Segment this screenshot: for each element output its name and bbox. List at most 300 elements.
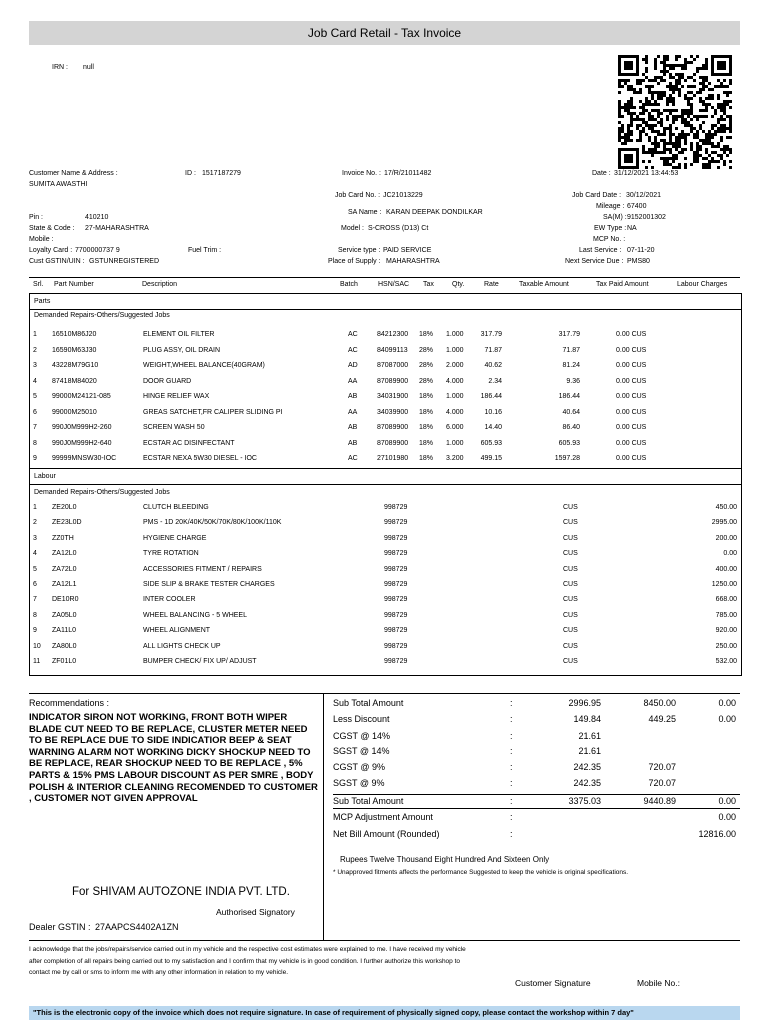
cell-taxable: 605.93 bbox=[558, 439, 580, 447]
cell-batch: AC bbox=[348, 346, 358, 354]
cell-tax: 18% bbox=[419, 439, 434, 447]
cell-srl: 8 bbox=[33, 611, 37, 619]
cell-tax: 18% bbox=[419, 455, 434, 462]
cell-labour: 785.00 bbox=[715, 611, 737, 619]
acknowledgement-text: I acknowledge that the jobs/repairs/service carried out in my vehicle and the respective cost estimates were explained to me. I have received my vehicle after completion of all repairs being carried out to my satisfaction and I confirm that my vehicle is in good condition. I further authorize this workshop to contact me by call or sms to inform me with any other information in relation to my vehicle. bbox=[29, 946, 466, 976]
cell-desc: ECSTAR AC DISINFECTANT bbox=[143, 439, 235, 447]
table-row bbox=[30, 451, 741, 466]
summary-colon: : bbox=[510, 698, 513, 708]
summary-label: CGST @ 14% bbox=[333, 731, 390, 741]
cell-qty: 1.000 bbox=[446, 393, 464, 400]
cell-labour: 250.00 bbox=[715, 642, 737, 650]
cell-part: 99000M24121-085 bbox=[52, 393, 111, 400]
header-top-rule bbox=[29, 277, 740, 278]
customer-name-label: Customer Name & Address : bbox=[29, 170, 118, 177]
cell-part: ZA12L1 bbox=[52, 581, 77, 588]
cell-srl: 3 bbox=[33, 362, 37, 369]
summary-c1: 21.61 bbox=[578, 731, 601, 741]
summary-colon: : bbox=[510, 829, 513, 839]
summary-c1: 149.84 bbox=[573, 714, 601, 724]
cell-taxable: 1597.28 bbox=[554, 455, 580, 462]
cell-batch: AD bbox=[348, 362, 358, 369]
cell-part: ZA72L0 bbox=[52, 565, 77, 573]
date-label: Date : bbox=[592, 170, 611, 177]
cell-taxpaid: CUS bbox=[563, 627, 578, 635]
cell-labour: 532.00 bbox=[715, 658, 737, 665]
cell-qty: 3.200 bbox=[446, 455, 464, 462]
cell-taxpaid: 0.00 CUS bbox=[616, 377, 647, 385]
cell-srl: 3 bbox=[33, 534, 37, 542]
cell-taxpaid: CUS bbox=[563, 596, 578, 604]
cell-qty: 2.000 bbox=[446, 362, 464, 369]
cell-hsn: 998729 bbox=[384, 519, 408, 527]
col-batch: Batch bbox=[340, 281, 358, 288]
labour-section-label: Labour bbox=[30, 469, 741, 485]
cell-desc: ELEMENT OIL FILTER bbox=[143, 331, 215, 338]
cell-tax: 28% bbox=[419, 377, 434, 385]
cell-labour: 668.00 bbox=[715, 596, 737, 604]
cell-taxpaid: 0.00 CUS bbox=[616, 408, 647, 416]
cell-tax: 18% bbox=[419, 331, 434, 338]
mobile-label: Mobile : bbox=[29, 236, 54, 243]
summary-c2: 8450.00 bbox=[643, 698, 676, 708]
items-table bbox=[29, 293, 742, 676]
cell-qty: 6.000 bbox=[446, 424, 464, 431]
cell-srl: 5 bbox=[33, 393, 37, 400]
cell-taxable: 40.64 bbox=[562, 408, 580, 416]
amount-in-words: Rupees Twelve Thousand Eight Hundred And Sixteen Only bbox=[340, 855, 550, 864]
table-row bbox=[30, 374, 741, 389]
cell-srl: 1 bbox=[33, 331, 37, 338]
summary-label: Net Bill Amount (Rounded) bbox=[333, 829, 440, 839]
summary-c3: 0.00 bbox=[718, 714, 736, 724]
cell-taxpaid: 0.00 CUS bbox=[616, 439, 647, 447]
summary-row bbox=[333, 778, 740, 790]
table-row bbox=[30, 577, 741, 592]
cell-taxable: 86.40 bbox=[562, 424, 580, 431]
cell-taxpaid: CUS bbox=[563, 504, 578, 511]
summary-colon: : bbox=[510, 796, 513, 806]
cell-desc: TYRE ROTATION bbox=[143, 550, 199, 558]
labour-demand-label: Demanded Repairs-Others/Suggested Jobs bbox=[34, 489, 170, 496]
table-row bbox=[30, 405, 741, 420]
cell-labour: 2995.00 bbox=[711, 519, 737, 527]
col-tax: Tax bbox=[423, 281, 434, 288]
cell-part: ZE23L0D bbox=[52, 519, 82, 527]
cell-batch: AB bbox=[348, 439, 358, 447]
cell-desc: WHEEL ALIGNMENT bbox=[143, 627, 211, 635]
place-of-supply-label: Place of Supply : bbox=[328, 258, 381, 265]
cell-taxpaid: CUS bbox=[563, 581, 578, 588]
last-service: 07-11-20 bbox=[627, 247, 655, 254]
cell-rate: 14.40 bbox=[484, 424, 502, 431]
cell-taxpaid: CUS bbox=[563, 519, 578, 527]
summary-row bbox=[333, 714, 740, 726]
table-row bbox=[30, 623, 741, 638]
authorised-signatory: Authorised Signatory bbox=[216, 907, 295, 917]
summary-row bbox=[333, 698, 740, 710]
cell-hsn: 998729 bbox=[384, 534, 408, 542]
cell-hsn: 998729 bbox=[384, 611, 408, 619]
table-row bbox=[30, 562, 741, 577]
jobcard-date-label: Job Card Date : bbox=[572, 192, 622, 199]
cell-labour: 1250.00 bbox=[711, 581, 737, 588]
model-label: Model : bbox=[341, 225, 364, 232]
invoice-no: 17/R/21011482 bbox=[384, 170, 432, 177]
cell-tax: 28% bbox=[419, 362, 434, 369]
cell-batch: AC bbox=[348, 455, 358, 462]
cell-hsn: 87089900 bbox=[377, 377, 409, 385]
cell-srl: 6 bbox=[33, 581, 37, 588]
cell-qty: 4.000 bbox=[446, 408, 464, 416]
summary-label: Sub Total Amount bbox=[333, 698, 404, 708]
summary-c1: 3375.03 bbox=[568, 796, 601, 806]
cell-tax: 18% bbox=[419, 393, 434, 400]
irn-label: IRN : bbox=[52, 64, 68, 71]
cust-gstin: GSTUNREGISTERED bbox=[89, 258, 160, 265]
table-row bbox=[30, 608, 741, 623]
parts-section-label: Parts bbox=[30, 294, 741, 310]
cell-batch: AB bbox=[348, 424, 358, 431]
cell-taxable: 9.36 bbox=[566, 377, 580, 385]
table-row bbox=[30, 436, 741, 451]
cell-taxpaid: 0.00 CUS bbox=[616, 362, 647, 369]
cell-part: DE10R0 bbox=[52, 596, 79, 604]
summary-label: SGST @ 9% bbox=[333, 778, 385, 788]
summary-colon: : bbox=[510, 714, 513, 724]
cell-rate: 10.16 bbox=[484, 408, 502, 416]
table-row bbox=[30, 531, 741, 546]
cell-rate: 2.34 bbox=[488, 377, 502, 385]
customer-id: 1517187279 bbox=[202, 170, 241, 177]
cell-desc: HYGIENE CHARGE bbox=[143, 534, 207, 542]
irn-value: null bbox=[83, 64, 94, 71]
cell-batch: AC bbox=[348, 331, 358, 338]
mcp-no-label: MCP No. : bbox=[593, 236, 626, 243]
next-service: PMS80 bbox=[627, 258, 650, 265]
sam: 9152001302 bbox=[627, 214, 666, 221]
table-row bbox=[30, 592, 741, 607]
cell-hsn: 87089900 bbox=[377, 439, 409, 447]
mileage-label: Mileage : bbox=[596, 203, 625, 210]
cell-hsn: 34039900 bbox=[377, 408, 409, 416]
customer-name: SUMITA AWASTHI bbox=[29, 181, 88, 188]
summary-row bbox=[333, 812, 740, 824]
mileage: 67400 bbox=[627, 203, 647, 210]
cell-desc: SIDE SLIP & BRAKE TESTER CHARGES bbox=[143, 581, 275, 588]
cell-hsn: 998729 bbox=[384, 550, 408, 558]
dealer-gstin: 27AAPCS4402A1ZN bbox=[95, 922, 179, 932]
summary-c3: 12816.00 bbox=[698, 829, 736, 839]
cell-desc: ALL LIGHTS CHECK UP bbox=[143, 642, 221, 650]
cell-desc: GREAS SATCHET,FR CALIPER SLIDING PI bbox=[143, 408, 283, 416]
cell-desc: INTER COOLER bbox=[143, 596, 196, 604]
cell-srl: 2 bbox=[33, 346, 37, 354]
cell-part: 43228M79G10 bbox=[52, 362, 99, 369]
cell-hsn: 87089900 bbox=[377, 424, 409, 431]
cell-rate: 71.87 bbox=[484, 346, 502, 354]
jobcard-no: JC21013229 bbox=[383, 192, 423, 199]
summary-row bbox=[333, 731, 740, 743]
summary-c2: 9440.89 bbox=[643, 796, 676, 806]
cust-gstin-label: Cust GSTIN/UIN : bbox=[29, 258, 85, 265]
summary-c1: 242.35 bbox=[573, 762, 601, 772]
cell-hsn: 998729 bbox=[384, 581, 408, 588]
cell-part: ZA12L0 bbox=[52, 550, 77, 558]
cell-part: 16590M63J30 bbox=[52, 346, 97, 354]
service-type: PAID SERVICE bbox=[383, 247, 432, 254]
fuel-trim-label: Fuel Trim : bbox=[188, 247, 222, 254]
cell-part: ZA11L0 bbox=[52, 627, 76, 635]
parts-demand-label: Demanded Repairs-Others/Suggested Jobs bbox=[34, 312, 170, 319]
cell-hsn: 998729 bbox=[384, 565, 408, 573]
sa-name-label: SA Name : bbox=[348, 209, 382, 216]
cell-labour: 400.00 bbox=[715, 565, 737, 573]
cell-hsn: 27101980 bbox=[377, 455, 409, 462]
summary-mid-rule bbox=[333, 794, 740, 795]
cell-taxpaid: CUS bbox=[563, 658, 578, 665]
summary-colon: : bbox=[510, 778, 513, 788]
summary-mid-rule-2 bbox=[333, 808, 740, 809]
summary-c3: 0.00 bbox=[718, 698, 736, 708]
cell-taxpaid: CUS bbox=[563, 550, 578, 558]
jobcard-no-label: Job Card No. : bbox=[335, 192, 381, 199]
cell-srl: 4 bbox=[33, 377, 37, 385]
cell-srl: 9 bbox=[33, 455, 37, 462]
sam-label: SA(M) : bbox=[603, 214, 627, 221]
invoice-title: Job Card Retail - Tax Invoice bbox=[29, 21, 740, 45]
cell-taxpaid: 0.00 CUS bbox=[616, 346, 647, 354]
cell-srl: 2 bbox=[33, 519, 37, 527]
summary-c1: 242.35 bbox=[573, 778, 601, 788]
summary-c3: 0.00 bbox=[718, 812, 736, 822]
cell-part: ZZ0TH bbox=[52, 534, 74, 542]
cell-qty: 1.000 bbox=[446, 439, 464, 447]
cell-desc: ECSTAR NEXA 5W30 DIESEL - IOC bbox=[143, 455, 257, 462]
col-part-number: Part Number bbox=[54, 281, 94, 288]
summary-top-rule bbox=[29, 693, 740, 694]
jobcard-date: 30/12/2021 bbox=[626, 192, 662, 199]
cell-batch: AA bbox=[348, 377, 358, 385]
loyalty-card-label: Loyalty Card : bbox=[29, 247, 73, 254]
cell-rate: 605.93 bbox=[480, 439, 502, 447]
col-description: Description bbox=[142, 281, 178, 288]
cell-taxable: 186.44 bbox=[558, 393, 580, 400]
cell-desc: CLUTCH BLEEDING bbox=[143, 504, 209, 511]
cell-batch: AA bbox=[348, 408, 358, 416]
invoice-no-label: Invoice No. : bbox=[342, 170, 381, 177]
summary-c2: 720.07 bbox=[648, 778, 676, 788]
col-taxpaid: Tax Paid Amount bbox=[596, 281, 649, 288]
electronic-copy-note: "This is the electronic copy of the invoice which does not require signature. In case of requirement of physically signed copy, please contact the workshop within 7 day" bbox=[29, 1006, 740, 1020]
company-name: For SHIVAM AUTOZONE INDIA PVT. LTD. bbox=[72, 886, 290, 898]
cell-part: ZF01L0 bbox=[52, 658, 77, 665]
cell-hsn: 998729 bbox=[384, 658, 408, 665]
service-type-label: Service type : bbox=[338, 247, 381, 254]
table-row bbox=[30, 546, 741, 561]
customer-mobile-no: Mobile No.: bbox=[637, 978, 680, 988]
cell-tax: 18% bbox=[419, 424, 434, 431]
cell-taxpaid: 0.00 CUS bbox=[616, 331, 647, 338]
summary-label: CGST @ 9% bbox=[333, 762, 385, 772]
cell-hsn: 84212300 bbox=[377, 331, 409, 338]
cell-qty: 1.000 bbox=[446, 331, 464, 338]
cell-hsn: 998729 bbox=[384, 504, 408, 511]
summary-label: SGST @ 14% bbox=[333, 746, 390, 756]
loyalty-card: 7700000737 9 bbox=[75, 247, 120, 254]
table-row bbox=[30, 500, 741, 515]
cell-desc: ACCESSORIES FITMENT / REPAIRS bbox=[143, 565, 262, 573]
cell-part: 990J0M999H2-640 bbox=[52, 439, 112, 447]
customer-signature: Customer Signature bbox=[515, 978, 591, 988]
summary-colon: : bbox=[510, 731, 513, 741]
cell-labour: 450.00 bbox=[715, 504, 737, 511]
cell-taxpaid: CUS bbox=[563, 565, 578, 573]
cell-desc: DOOR GUARD bbox=[143, 377, 192, 385]
table-row bbox=[30, 343, 741, 358]
table-row bbox=[30, 515, 741, 530]
next-service-label: Next Service Due : bbox=[565, 258, 624, 265]
cell-taxable: 317.79 bbox=[558, 331, 580, 338]
cell-srl: 6 bbox=[33, 408, 37, 416]
cell-srl: 10 bbox=[33, 642, 41, 650]
summary-c1: 2996.95 bbox=[568, 698, 601, 708]
cell-labour: 920.00 bbox=[715, 627, 737, 635]
cell-desc: SCREEN WASH 50 bbox=[143, 424, 205, 431]
table-row bbox=[30, 639, 741, 654]
last-service-label: Last Service : bbox=[579, 247, 622, 254]
cell-rate: 40.62 bbox=[484, 362, 502, 369]
table-row bbox=[30, 327, 741, 342]
cell-srl: 5 bbox=[33, 565, 37, 573]
sa-name: KARAN DEEPAK DONDILKAR bbox=[386, 209, 483, 216]
cell-rate: 317.79 bbox=[480, 331, 502, 338]
table-row bbox=[30, 654, 741, 669]
cell-part: ZA05L0 bbox=[52, 611, 77, 619]
summary-row bbox=[333, 829, 740, 841]
cell-desc: PLUG ASSY, OIL DRAIN bbox=[143, 346, 221, 354]
state-label: State & Code : bbox=[29, 225, 75, 232]
pin: 410210 bbox=[85, 214, 109, 221]
dealer-gstin-label: Dealer GSTIN : bbox=[29, 922, 91, 932]
model: S-CROSS (D13) Ct bbox=[368, 225, 429, 232]
cell-qty: 4.000 bbox=[446, 377, 464, 385]
cell-hsn: 998729 bbox=[384, 596, 408, 604]
cell-taxpaid: CUS bbox=[563, 611, 578, 619]
cell-desc: BUMPER CHECK/ FIX UP/ ADJUST bbox=[143, 658, 257, 665]
cell-srl: 9 bbox=[33, 627, 37, 635]
cell-part: 99000M25010 bbox=[52, 408, 97, 416]
col-rate: Rate bbox=[484, 281, 499, 288]
cell-labour: 0.00 bbox=[723, 550, 737, 558]
cell-batch: AB bbox=[348, 393, 358, 400]
ack-top-rule bbox=[29, 940, 740, 941]
summary-label: Sub Total Amount bbox=[333, 796, 404, 806]
cell-srl: 4 bbox=[33, 550, 37, 558]
cell-qty: 1.000 bbox=[446, 346, 464, 354]
cell-srl: 1 bbox=[33, 504, 37, 511]
cell-srl: 7 bbox=[33, 424, 37, 431]
col-labour: Labour Charges bbox=[677, 281, 728, 288]
cell-labour: 200.00 bbox=[715, 534, 737, 542]
ew-type: NA bbox=[627, 225, 637, 232]
cell-taxpaid: CUS bbox=[563, 534, 578, 542]
cell-desc: PMS - 1D 20K/40K/50K/70K/80K/100K/110K bbox=[143, 519, 282, 527]
cell-hsn: 34031900 bbox=[377, 393, 409, 400]
cell-hsn: 998729 bbox=[384, 627, 408, 635]
table-row bbox=[30, 389, 741, 404]
cell-srl: 8 bbox=[33, 439, 37, 447]
table-row bbox=[30, 420, 741, 435]
summary-colon: : bbox=[510, 812, 513, 822]
table-row bbox=[30, 358, 741, 373]
summary-row bbox=[333, 796, 740, 808]
cell-desc: WEIGHT,WHEEL BALANCE(40GRAM) bbox=[143, 362, 265, 369]
summary-row bbox=[333, 746, 740, 758]
cell-desc: HINGE RELIEF WAX bbox=[143, 393, 210, 400]
cell-part: ZA80L0 bbox=[52, 642, 77, 650]
summary-colon: : bbox=[510, 746, 513, 756]
summary-colon: : bbox=[510, 762, 513, 772]
cell-srl: 11 bbox=[33, 658, 41, 665]
cell-rate: 499.15 bbox=[480, 455, 502, 462]
table-header bbox=[29, 281, 740, 293]
col-taxable: Taxable Amount bbox=[519, 281, 569, 288]
col-qty: Qty. bbox=[452, 281, 465, 288]
summary-divider bbox=[323, 693, 324, 940]
cell-taxpaid: 0.00 CUS bbox=[616, 393, 647, 400]
summary-row bbox=[333, 762, 740, 774]
cell-part: 87418M84020 bbox=[52, 377, 97, 385]
cell-desc: WHEEL BALANCING - 5 WHEEL bbox=[143, 611, 247, 619]
cell-part: 990J0M999H2-260 bbox=[52, 424, 112, 431]
cell-part: 99999MNSW30-IOC bbox=[52, 455, 117, 462]
recommendations-label: Recommendations : bbox=[29, 698, 110, 708]
summary-label: MCP Adjustment Amount bbox=[333, 812, 433, 822]
cell-taxpaid: 0.00 CUS bbox=[616, 455, 647, 462]
date-value: 31/12/2021 13:44:53 bbox=[614, 170, 679, 177]
cell-hsn: 84099113 bbox=[377, 346, 408, 354]
cell-part: 16510M86J20 bbox=[52, 331, 97, 338]
disclaimer: * Unapproved fitments affects the performance Suggested to keep the vehicle is original specifications. bbox=[333, 869, 629, 876]
place-of-supply: MAHARASHTRA bbox=[386, 258, 440, 265]
cell-rate: 186.44 bbox=[480, 393, 502, 400]
cell-hsn: 998729 bbox=[384, 642, 408, 650]
cell-taxable: 81.24 bbox=[562, 362, 580, 369]
summary-c3: 0.00 bbox=[718, 796, 736, 806]
cell-tax: 18% bbox=[419, 408, 434, 416]
col-srl: Srl. bbox=[33, 281, 44, 288]
summary-c2: 720.07 bbox=[648, 762, 676, 772]
ew-type-label: EW Type : bbox=[594, 225, 627, 232]
pin-label: Pin : bbox=[29, 214, 44, 221]
summary-label: Less Discount bbox=[333, 714, 390, 724]
cell-taxpaid: 0.00 CUS bbox=[616, 424, 647, 431]
cell-taxpaid: CUS bbox=[563, 642, 578, 650]
cell-part: ZE20L0 bbox=[52, 504, 77, 511]
cell-hsn: 87087000 bbox=[377, 362, 409, 369]
cell-taxable: 71.87 bbox=[562, 346, 580, 354]
summary-c1: 21.61 bbox=[578, 746, 601, 756]
cell-tax: 28% bbox=[419, 346, 434, 354]
summary-c2: 449.25 bbox=[648, 714, 676, 724]
recommendations-text: INDICATOR SIRON NOT WORKING, FRONT BOTH WIPER BLADE CUT NEED TO BE REPLACE, CLUSTER METER NEED TO BE REPLACE DUE TO SIDE INDICATIOR BEEP & SEAT WARNING ALARM NOT WORKING DICKY SHOCKUP NEED TO BE REPLACE, REAR SHOCKUP NEED TO BE REPLACE , 5% PARTS & 15% PMS LABOUR DISCOUNT AS PER SMRE , BODY POLISH & INTERIOR CLEANING RECOMENDED TO CUSTOMER , CUSTOMER NOT GIVEN APPROVAL bbox=[29, 712, 318, 805]
customer-id-label: ID : bbox=[185, 170, 196, 177]
col-hsn: HSN/SAC bbox=[378, 281, 410, 288]
qr-code-icon bbox=[618, 55, 732, 169]
state: 27-MAHARASHTRA bbox=[85, 225, 149, 232]
cell-srl: 7 bbox=[33, 596, 37, 604]
